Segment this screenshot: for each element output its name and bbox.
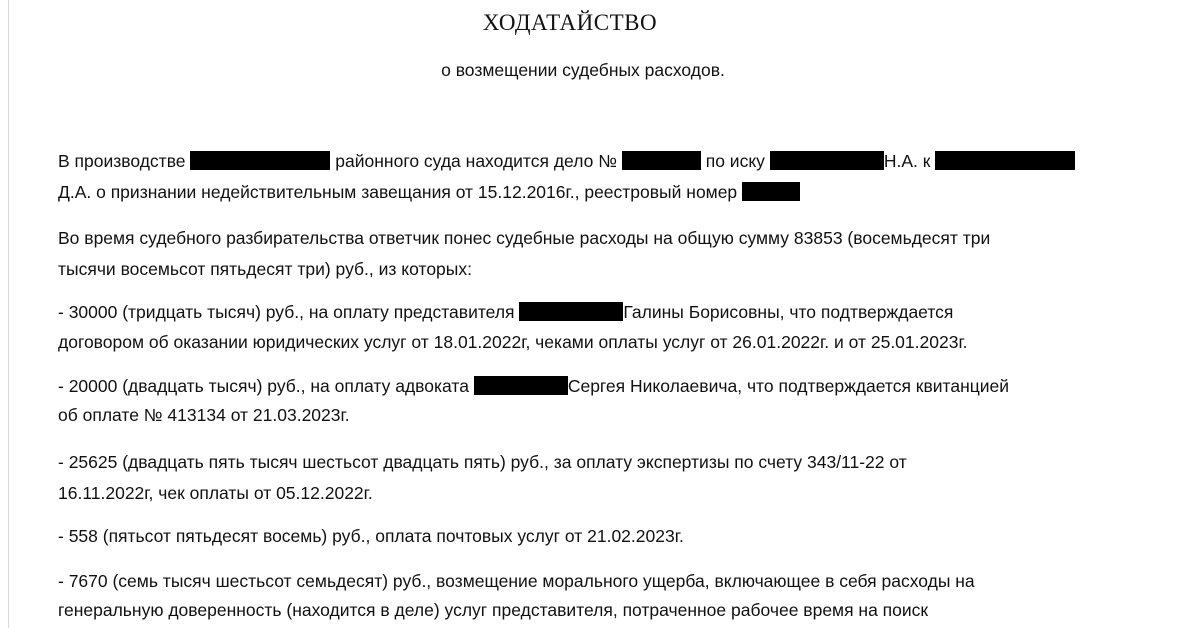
redaction-block bbox=[742, 182, 800, 201]
item-3-line-2: 16.11.2022г, чек оплаты от 05.12.2022г. bbox=[58, 483, 373, 503]
redaction-block bbox=[935, 151, 1075, 170]
text-segment: - 20000 (двадцать тысяч) руб., на оплату адвоката bbox=[58, 376, 469, 396]
item-3-line-1: - 25625 (двадцать пять тысяч шестьсот двадцать пять) руб., за оплату экспертизы по счету 343/11-22 от bbox=[58, 452, 907, 472]
item-4-line-1: - 558 (пятьсот пятьдесят восемь) руб., оплата почтовых услуг от 21.02.2023г. bbox=[58, 526, 684, 546]
page-margin-line bbox=[8, 0, 9, 628]
document-subtitle: о возмещении судебных расходов. bbox=[441, 60, 725, 80]
text-segment: Сергея Николаевича, что подтверждается квитанцией bbox=[567, 376, 1010, 396]
paragraph-1-line-1 bbox=[58, 150, 1075, 172]
document-title: ХОДАТАЙСТВО bbox=[482, 10, 658, 35]
item-2-line-2: об оплате № 413134 от 21.03.2023г. bbox=[58, 405, 350, 425]
redaction-block bbox=[474, 376, 568, 395]
item-5-line-2: генеральную доверенность (находится в деле) услуг представителя, потраченное рабочее время на поиск bbox=[58, 600, 929, 620]
paragraph-2-line-1: Во время судебного разбирательства ответчик понес судебные расходы на общую сумму 83853 (восемьдесят три bbox=[58, 228, 991, 248]
text-segment: В производстве bbox=[58, 151, 186, 171]
text-segment: Д.А. о признании недействительным завещания от 15.12.2016г., реестровый номер bbox=[58, 182, 738, 202]
item-5-line-1: - 7670 (семь тысяч шестьсот семьдесят) руб., возмещение морального ущерба, включающее в себя расходы на bbox=[58, 571, 975, 591]
text-segment: Галины Борисовны, что подтверждается bbox=[623, 302, 954, 322]
redaction-block bbox=[190, 151, 330, 170]
redaction-block bbox=[519, 302, 623, 321]
item-1-line-2: договором об оказании юридических услуг от 18.01.2022г, чеками оплаты услуг от 26.01.2022г. и от 25.01.2023г. bbox=[58, 332, 968, 352]
item-2-line-1 bbox=[58, 375, 1009, 397]
text-segment: - 30000 (тридцать тысяч) руб., на оплату представителя bbox=[58, 302, 515, 322]
paragraph-1-line-2 bbox=[58, 181, 800, 203]
redaction-block bbox=[770, 151, 884, 170]
text-segment: районного суда находится дело № bbox=[335, 151, 617, 171]
text-segment: Н.А. к bbox=[883, 151, 931, 171]
text-segment: по иску bbox=[705, 151, 765, 171]
redaction-block bbox=[622, 151, 701, 170]
item-1-line-1 bbox=[58, 301, 953, 323]
paragraph-2-line-2: тысячи восемьсот пятьдесят три) руб., из которых: bbox=[58, 259, 472, 279]
